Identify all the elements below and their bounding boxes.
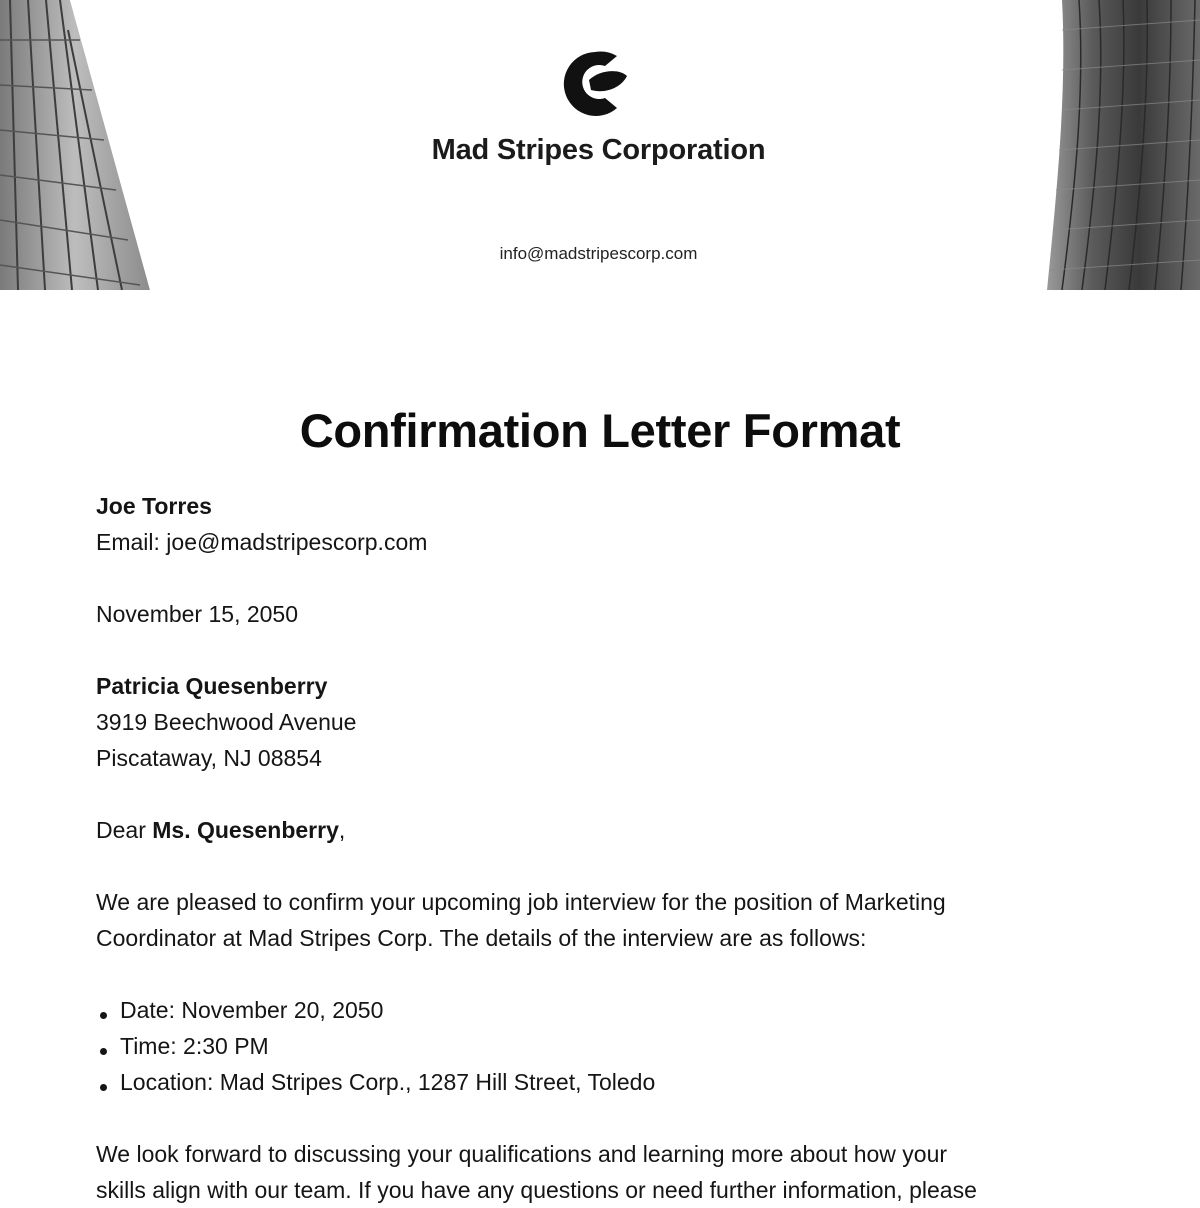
building-photo-left-graphic — [0, 0, 150, 290]
building-photo-right-graphic — [1047, 0, 1200, 290]
closing-paragraph — [96, 1136, 1106, 1208]
letter-date: November 15, 2050 — [96, 601, 299, 627]
closing-line: We look forward to discussing your qualifications and learning more about how your — [96, 1141, 948, 1167]
sender-block — [96, 488, 1106, 560]
detail-item-location: Location: Mad Stripes Corp., 1287 Hill Street, Toledo — [96, 1064, 1106, 1100]
intro-line: We are pleased to confirm your upcoming job interview for the position of Marketing — [96, 889, 946, 915]
detail-item-time: Time: 2:30 PM — [96, 1028, 1106, 1064]
building-photo-right — [1047, 0, 1200, 290]
intro-paragraph — [96, 884, 1106, 956]
building-photo-left — [0, 0, 150, 290]
recipient-address-line2: Piscataway, NJ 08854 — [96, 745, 322, 771]
salutation-prefix: Dear — [96, 817, 153, 843]
document-title: Confirmation Letter Format — [299, 404, 901, 457]
company-email: info@madstripescorp.com — [499, 244, 698, 263]
sender-name: Joe Torres — [96, 493, 212, 519]
recipient-block — [96, 668, 1106, 776]
salutation — [96, 812, 1106, 848]
closing-line: skills align with our team. If you have any questions or need further information, please — [96, 1177, 977, 1203]
detail-item-date: Date: November 20, 2050 — [96, 992, 1106, 1028]
salutation-suffix: , — [338, 817, 346, 843]
letterhead — [150, 0, 1047, 290]
circular-c-logo-icon — [559, 50, 631, 118]
company-name: Mad Stripes Corporation — [431, 134, 766, 166]
sender-email: Email: joe@madstripescorp.com — [96, 529, 428, 555]
recipient-address-line1: 3919 Beechwood Avenue — [96, 709, 357, 735]
letter-date-block — [96, 596, 1106, 632]
intro-line: Coordinator at Mad Stripes Corp. The details of the interview are as follows: — [96, 925, 867, 951]
interview-details-list — [96, 992, 1106, 1100]
recipient-name: Patricia Quesenberry — [96, 673, 328, 699]
salutation-name: Ms. Quesenberry — [152, 817, 339, 843]
